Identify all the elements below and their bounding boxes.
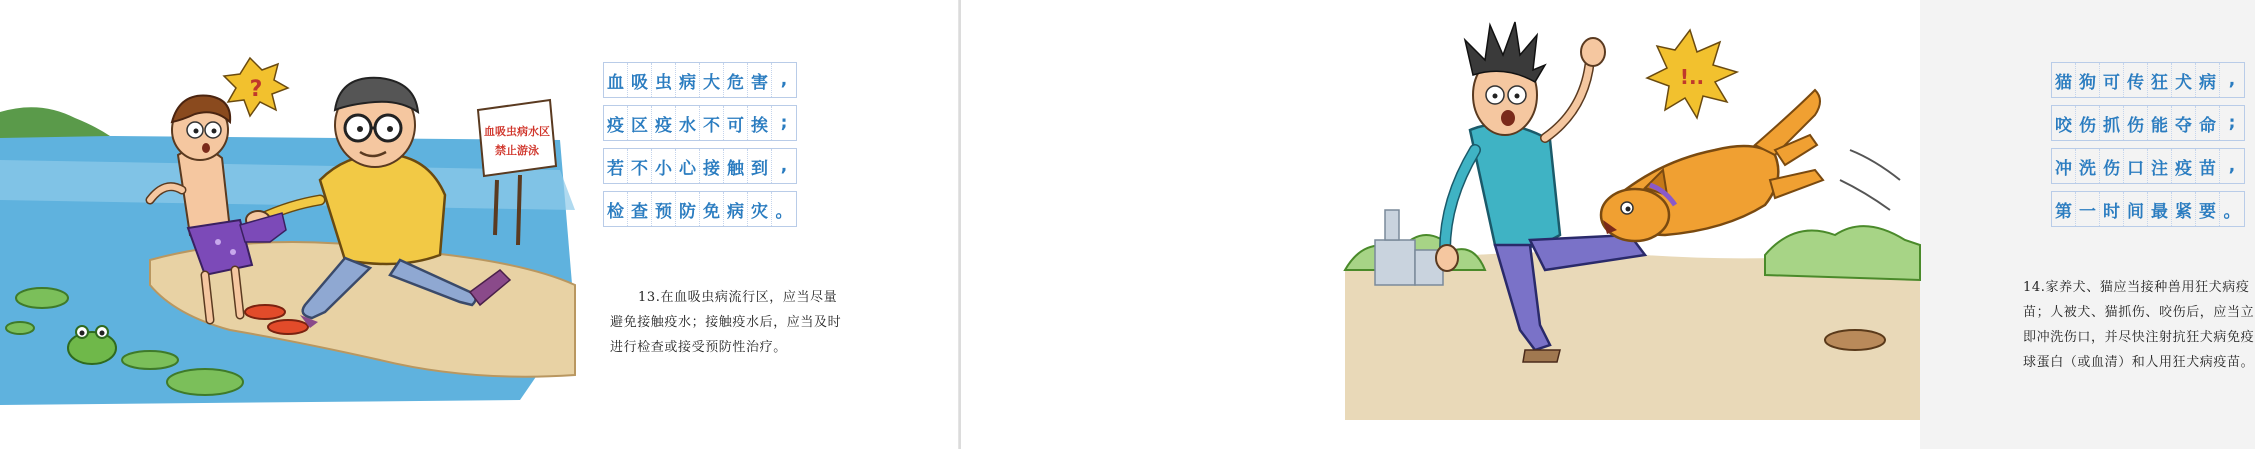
exclaim-burst — [1647, 30, 1737, 118]
rabies-illustration — [1345, 20, 1920, 420]
verse-char: 查 — [628, 192, 652, 226]
verse-char: 可 — [2100, 63, 2124, 97]
verse-char: 犬 — [2172, 63, 2196, 97]
verse-char: 病 — [2196, 63, 2220, 97]
caption-text: 14.家养犬、猫应当接种兽用狂犬病疫苗；人被犬、猫抓伤、咬伤后，应当立即冲洗伤口，并尽快注射抗狂犬病免疫球蛋白（或血清）和人用狂犬病疫苗。 — [2023, 280, 2255, 370]
verse-char: 虫 — [652, 63, 676, 97]
verse-line — [2051, 191, 2245, 227]
verse-char: 狗 — [2076, 63, 2100, 97]
verse-char: 夺 — [2172, 106, 2196, 140]
verse-char: 伤 — [2100, 149, 2124, 183]
frog — [68, 326, 116, 364]
verse-char: 检 — [604, 192, 628, 226]
verse-char: 传 — [2124, 63, 2148, 97]
verse-char: 害 — [748, 63, 772, 97]
verse-char: 一 — [2076, 192, 2100, 226]
verse-char: 疫 — [604, 106, 628, 140]
verse-char: 区 — [628, 106, 652, 140]
verse-char: 到 — [748, 149, 772, 183]
verse-char: 猫 — [2052, 63, 2076, 97]
verse-char: ; — [2228, 113, 2236, 133]
question-burst — [224, 58, 288, 116]
verse-char: 伤 — [2076, 106, 2100, 140]
verse-line — [2051, 148, 2245, 184]
motion-lines — [1840, 150, 1900, 210]
verse-line — [603, 105, 797, 141]
dog — [1601, 90, 1823, 241]
verse-char: ; — [780, 113, 788, 133]
verse-char: 冲 — [2052, 149, 2076, 183]
question-mark: ? — [249, 77, 263, 102]
verse-char: 注 — [2148, 149, 2172, 183]
sandal — [268, 320, 308, 334]
lily-pad — [122, 351, 178, 369]
verse-char: 口 — [2124, 149, 2148, 183]
caption-text: 13.在血吸虫病流行区，应当尽量避免接触疫水；接触疫水后，应当及时进行检查或接受预防性治疗。 — [610, 290, 842, 355]
verse-char: 防 — [676, 192, 700, 226]
verse-char: 疫 — [2172, 149, 2196, 183]
verse-char: 咬 — [2052, 106, 2076, 140]
verse-char: , — [2228, 70, 2236, 90]
verse-char: 苗 — [2196, 149, 2220, 183]
verse-char: 若 — [604, 149, 628, 183]
verse-char: 命 — [2196, 106, 2220, 140]
bush — [1765, 226, 1920, 280]
schistosomiasis-illustration — [0, 30, 578, 425]
sandal — [245, 305, 285, 319]
flying-shoe — [1825, 330, 1885, 350]
verse-char: 狂 — [2148, 63, 2172, 97]
verse-line — [603, 191, 797, 227]
verse-line — [603, 62, 797, 98]
verse-char: 疫 — [652, 106, 676, 140]
far-shore — [0, 107, 110, 138]
verse-char: 危 — [724, 63, 748, 97]
verse-char: 洗 — [2076, 149, 2100, 183]
verse-char: 大 — [700, 63, 724, 97]
verse-char: 间 — [2124, 192, 2148, 226]
lily-pad — [6, 322, 34, 334]
verse-char: 可 — [724, 106, 748, 140]
verse-block — [2051, 62, 2245, 234]
verse-char: 挨 — [748, 106, 772, 140]
left-page — [0, 0, 960, 449]
verse-char: 伤 — [2124, 106, 2148, 140]
verse-char: 病 — [676, 63, 700, 97]
verse-char: , — [2228, 156, 2236, 176]
verse-char: 第 — [2052, 192, 2076, 226]
verse-char: 。 — [2223, 201, 2241, 222]
verse-char: 接 — [700, 149, 724, 183]
verse-line — [2051, 62, 2245, 98]
exclaim-mark: !.. — [1679, 65, 1705, 89]
sign-text-line2: 禁止游泳 — [495, 144, 539, 157]
verse-char: 要 — [2196, 192, 2220, 226]
verse-char: 血 — [604, 63, 628, 97]
verse-char: 。 — [775, 201, 793, 222]
verse-char: 灾 — [748, 192, 772, 226]
verse-line — [603, 148, 797, 184]
lily-pad — [16, 288, 68, 308]
verse-char: , — [780, 156, 788, 176]
verse-char: 水 — [676, 106, 700, 140]
verse-block — [603, 62, 797, 234]
verse-char: 触 — [724, 149, 748, 183]
verse-char: 紧 — [2172, 192, 2196, 226]
verse-char: 能 — [2148, 106, 2172, 140]
verse-char: 心 — [676, 149, 700, 183]
verse-char: 预 — [652, 192, 676, 226]
sign-text-line1: 血吸虫病水区 — [484, 125, 550, 138]
verse-char: 不 — [628, 149, 652, 183]
verse-char: 病 — [724, 192, 748, 226]
verse-char: 时 — [2100, 192, 2124, 226]
lily-pad — [167, 369, 243, 395]
verse-char: 吸 — [628, 63, 652, 97]
verse-line — [2051, 105, 2245, 141]
verse-char: 小 — [652, 149, 676, 183]
verse-char: , — [780, 70, 788, 90]
verse-char: 最 — [2148, 192, 2172, 226]
verse-char: 抓 — [2100, 106, 2124, 140]
verse-char: 不 — [700, 106, 724, 140]
verse-char: 免 — [700, 192, 724, 226]
